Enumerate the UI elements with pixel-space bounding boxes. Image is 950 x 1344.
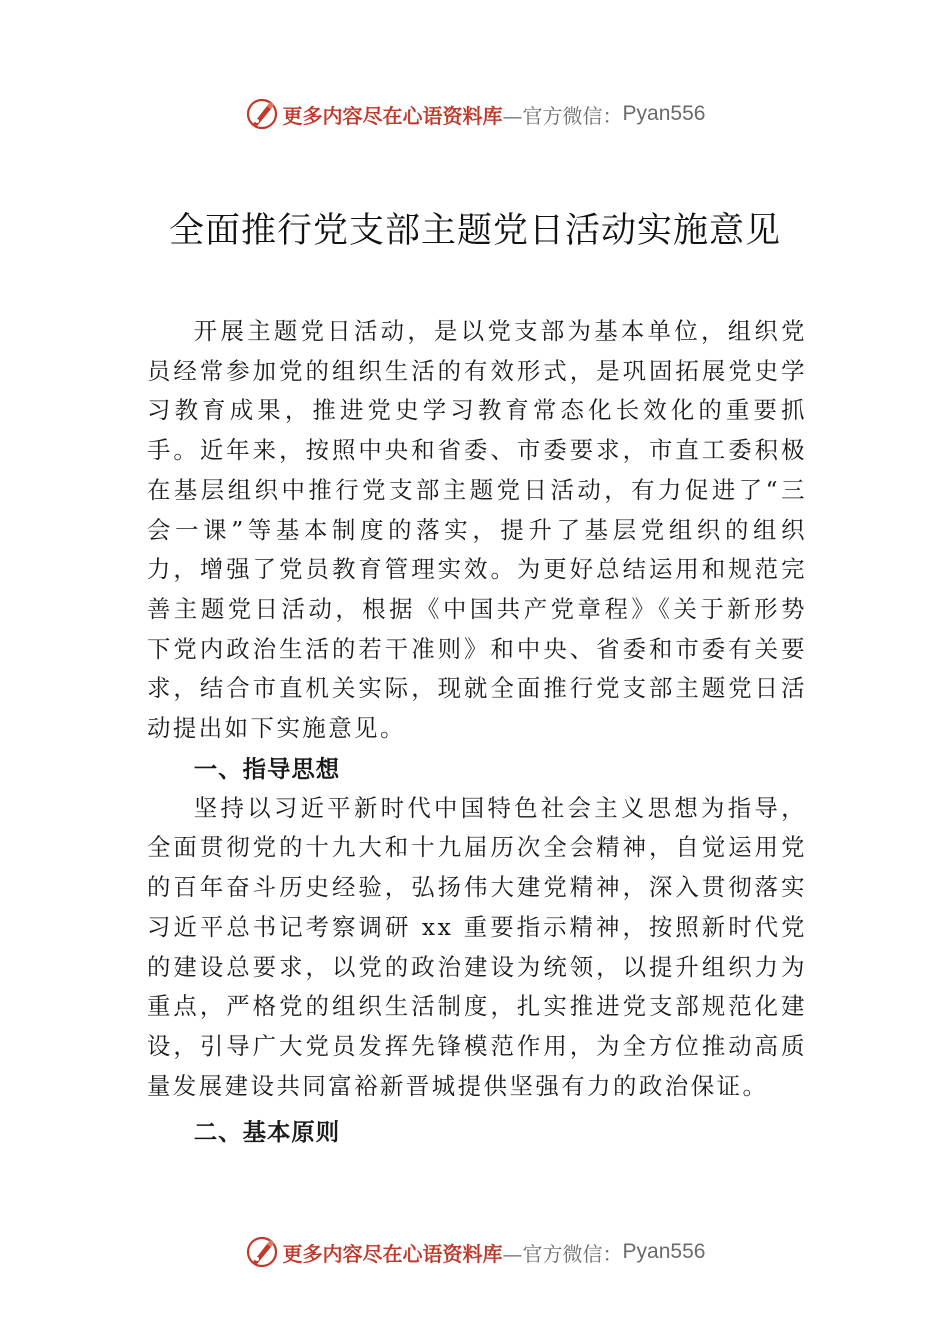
footer-wechat-id: Pyan556 <box>622 1240 706 1263</box>
header-brand-text: 更多内容尽在心语资料库 <box>282 103 503 128</box>
document-title: 全面推行党支部主题党日活动实施意见 <box>168 211 781 251</box>
guiding-thought-paragraph: 坚持以习近平新时代中国特色社会主义思想为指导，全面贯彻党的十九大和十九届历次全会精神，自觉运用党的百年奋斗历史经验，弘扬伟大建党精神，深入贯彻落实习近平总书记考察调研 xx 重要指示精神，按照新时代党的建设总要求，以党的政治建设为统领，以提升组织力为重点，严格党的组织生活制度，扎实推进党支部规范化建设，引导广大党员发挥先锋模范作用，为全方位推动高质量发展建设共同富裕新晋城提供坚强有力的政治保证。 <box>147 793 807 1100</box>
header-wechat-id: Pyan556 <box>622 102 706 125</box>
footer-separator-text: —官方微信： <box>502 1241 623 1266</box>
document-body <box>147 312 807 1152</box>
intro-paragraph: 开展主题党日活动，是以党支部为基本单位，组织党员经常参加党的组织生活的有效形式，是巩固拓展党史学习教育成果，推进党史学习教育常态化长效化的重要抓手。近年来，按照中央和省委、市委要求，市直工委积极在基层组织中推行党支部主题党日活动，有力促进了“三会一课”等基本制度的落实，提升了基层党组织的组织力，增强了党员教育管理实效。为更好总结运用和规范完善主题党日活动，根据《中国共产党章程》《关于新形势下党内政治生活的若干准则》和中央、省委和市委有关要求，结合市直机关实际，现就全面推行党支部主题党日活动提出如下实施意见。 <box>147 317 807 743</box>
section-heading-basic-principles: 二、基本原则 <box>193 1118 341 1147</box>
footer-brand-text: 更多内容尽在心语资料库 <box>282 1241 503 1266</box>
header-separator-text: —官方微信： <box>502 103 623 128</box>
pen-logo-icon <box>245 97 279 131</box>
header-banner <box>0 94 950 134</box>
footer-banner <box>0 1232 950 1272</box>
pen-logo-icon <box>245 1235 279 1269</box>
section-heading-guiding-thought: 一、指导思想 <box>193 754 341 783</box>
